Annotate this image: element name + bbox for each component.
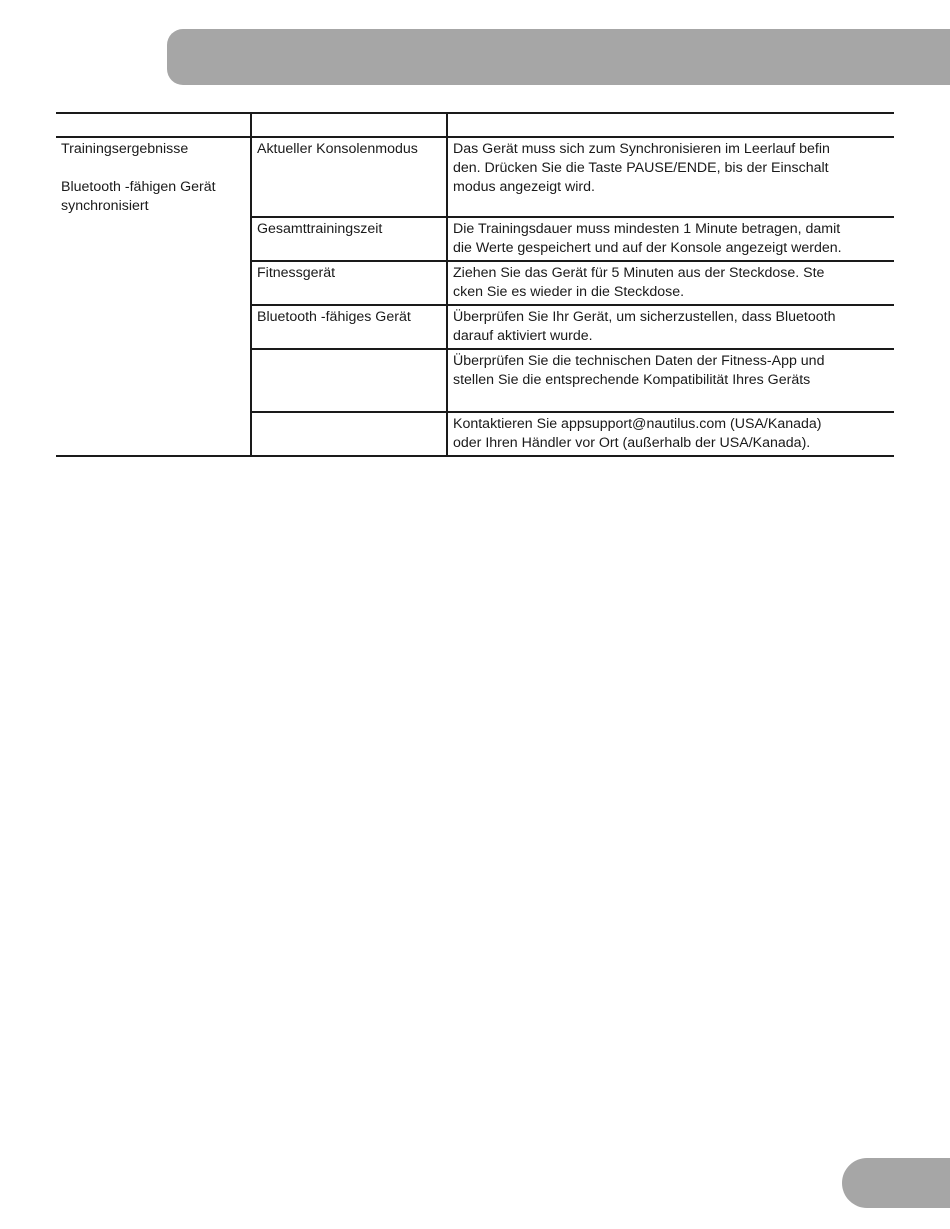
solution-cell [447, 412, 894, 456]
condition-line: Bluetooth -fähigen Gerät [61, 179, 216, 195]
solution-line: cken Sie es wieder in die Steckdose. [453, 284, 685, 300]
solution-line: Überprüfen Sie die technischen Daten der Fitness-App und [453, 353, 825, 369]
solution-cell [447, 217, 894, 261]
table-header-row [56, 113, 894, 137]
condition-line: synchronisiert [61, 198, 149, 214]
solution-cell [447, 305, 894, 349]
check-cell: Fitnessgerät [251, 261, 447, 305]
check-cell: Bluetooth -fähiges Gerät [251, 305, 447, 349]
solution-cell [447, 261, 894, 305]
solution-line: stellen Sie die entsprechende Kompatibilität Ihres Geräts [453, 372, 811, 388]
solution-line: oder Ihren Händler vor Ort (außerhalb der USA/Kanada). [453, 435, 811, 451]
solution-line: Die Trainingsdauer muss mindesten 1 Minute betragen, damit [453, 221, 841, 237]
header-banner [167, 29, 950, 85]
condition-line: Trainingsergebnisse [61, 141, 189, 157]
troubleshooting-table [56, 112, 894, 457]
header-cell-condition [56, 113, 251, 137]
solution-line: die Werte gespeichert und auf der Konsole angezeigt werden. [453, 240, 842, 256]
solution-cell [447, 137, 894, 217]
solution-cell [447, 349, 894, 412]
solution-line: Überprüfen Sie Ihr Gerät, um sicherzustellen, dass Bluetooth [453, 309, 836, 325]
solution-line: darauf aktiviert wurde. [453, 328, 593, 344]
page-number-tab [842, 1158, 950, 1208]
table-row [56, 137, 894, 217]
check-cell: Gesamttrainingszeit [251, 217, 447, 261]
header-cell-solution [447, 113, 894, 137]
solution-line: Kontaktieren Sie appsupport@nautilus.com (USA/Kanada) [453, 416, 822, 432]
solution-line: Ziehen Sie das Gerät für 5 Minuten aus der Steckdose. Ste [453, 265, 825, 281]
check-cell [251, 412, 447, 456]
header-cell-check [251, 113, 447, 137]
condition-cell [56, 137, 251, 456]
solution-line: modus angezeigt wird. [453, 179, 595, 195]
solution-line: den. Drücken Sie die Taste PAUSE/ENDE, bis der Einschalt [453, 160, 829, 176]
check-cell: Aktueller Konsolenmodus [251, 137, 447, 217]
solution-line: Das Gerät muss sich zum Synchronisieren im Leerlauf befin [453, 141, 830, 157]
check-cell [251, 349, 447, 412]
